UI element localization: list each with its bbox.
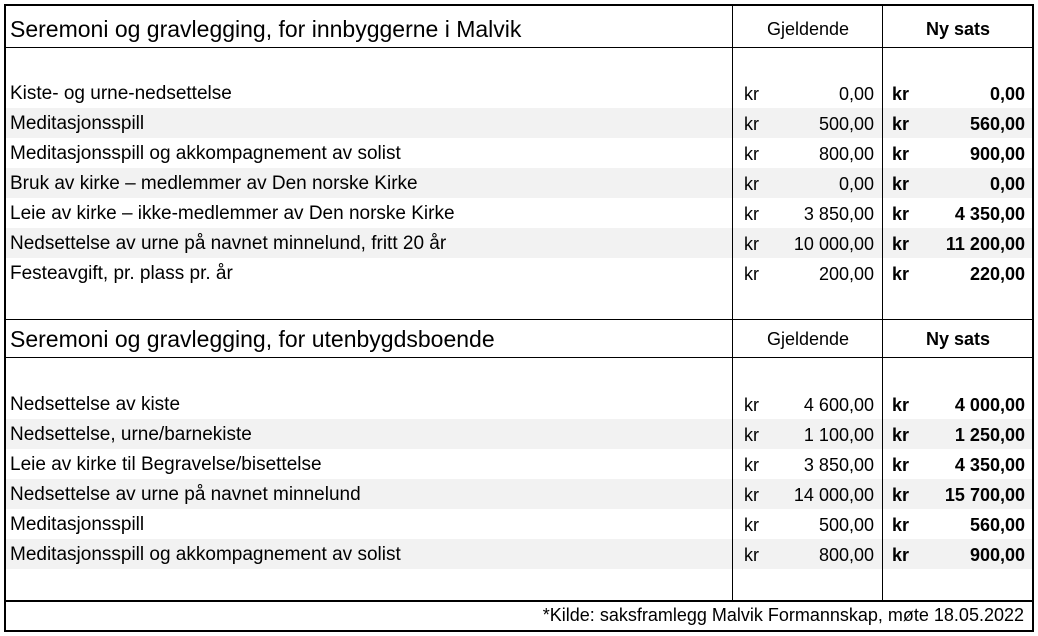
price-table [4,4,1034,632]
table-row [6,389,1032,419]
currency-current: kr [744,485,759,505]
table-row [6,419,1032,449]
table-row [6,449,1032,479]
value-new: 11 200,00 [945,234,1025,254]
table-row [6,509,1032,539]
section-header [6,10,1032,48]
currency-current: kr [744,515,759,535]
row-label: Bruk av kirke – medlemmer av Den norske Kirke [10,173,418,194]
currency-new: kr [892,234,910,254]
value-new: 4 000,00 [954,395,1025,415]
divider [6,357,1032,358]
column-header-new: Ny sats [925,328,991,349]
currency-new: kr [892,264,910,284]
table-row [6,258,1032,288]
value-new: 220,00 [969,264,1025,284]
source-footer [6,600,1032,630]
column-header-current: Gjeldende [766,328,850,349]
table-row [6,228,1032,258]
currency-new: kr [892,204,910,224]
value-new: 560,00 [969,515,1025,535]
currency-new: kr [892,545,910,565]
table-row [6,138,1032,168]
currency-current: kr [744,84,759,104]
row-label: Nedsettelse av kiste [10,394,181,415]
value-current: 500,00 [818,515,874,535]
row-label: Meditasjonsspill [10,113,145,134]
value-new: 0,00 [989,174,1025,194]
currency-new: kr [892,84,910,104]
value-new: 4 350,00 [954,455,1025,475]
value-new: 1 250,00 [954,425,1025,445]
currency-current: kr [744,204,759,224]
currency-current: kr [744,455,759,475]
row-label: Meditasjonsspill og akkompagnement av solist [10,544,401,565]
value-current: 3 850,00 [803,455,874,475]
currency-new: kr [892,425,910,445]
row-label: Nedsettelse av urne på navnet minnelund [10,484,361,505]
value-current: 200,00 [818,264,874,284]
table-row [6,78,1032,108]
currency-new: kr [892,515,910,535]
currency-new: kr [892,144,910,164]
column-header-new: Ny sats [925,18,991,39]
table-row [6,198,1032,228]
currency-new: kr [892,114,910,134]
row-label: Leie av kirke til Begravelse/bisettelse [10,454,322,475]
value-current: 500,00 [818,114,874,134]
value-new: 560,00 [969,114,1025,134]
row-label: Nedsettelse, urne/barnekiste [10,424,252,445]
currency-current: kr [744,264,759,284]
value-new: 0,00 [989,84,1025,104]
value-current: 10 000,00 [793,234,874,254]
currency-current: kr [744,174,759,194]
currency-current: kr [744,114,759,134]
currency-new: kr [892,455,910,475]
value-current: 14 000,00 [793,485,874,505]
row-label: Festeavgift, pr. plass pr. år [10,263,233,284]
value-current: 1 100,00 [803,425,874,445]
currency-new: kr [892,395,910,415]
value-new: 4 350,00 [954,204,1025,224]
table-row [6,539,1032,569]
row-label: Meditasjonsspill og akkompagnement av solist [10,143,401,164]
value-current: 4 600,00 [803,395,874,415]
section-title: Seremoni og gravlegging, for innbyggerne i Malvik [10,15,522,42]
column-separator [882,6,883,600]
currency-current: kr [744,395,759,415]
source-note: *Kilde: saksframlegg Malvik Formannskap, møte 18.05.2022 [542,605,1024,625]
table-row [6,479,1032,509]
value-new: 15 700,00 [944,485,1025,505]
divider [6,47,1032,48]
column-header-current: Gjeldende [766,18,850,39]
table-row [6,108,1032,138]
value-current: 0,00 [838,174,874,194]
row-label: Kiste- og urne-nedsettelse [10,83,232,104]
section-header [6,320,1032,358]
row-label: Meditasjonsspill [10,514,145,535]
value-current: 0,00 [838,84,874,104]
currency-new: kr [892,485,910,505]
value-current: 800,00 [818,545,874,565]
value-new: 900,00 [969,144,1025,164]
column-separator [732,6,733,600]
currency-current: kr [744,425,759,445]
value-current: 3 850,00 [803,204,874,224]
currency-current: kr [744,144,759,164]
table-row [6,168,1032,198]
currency-new: kr [892,174,910,194]
value-new: 900,00 [969,545,1025,565]
currency-current: kr [744,234,759,254]
section-title: Seremoni og gravlegging, for utenbygdsboende [10,325,495,352]
row-label: Leie av kirke – ikke-medlemmer av Den norske Kirke [10,203,455,224]
value-current: 800,00 [818,144,874,164]
row-label: Nedsettelse av urne på navnet minnelund, fritt 20 år [10,233,447,254]
currency-current: kr [744,545,759,565]
